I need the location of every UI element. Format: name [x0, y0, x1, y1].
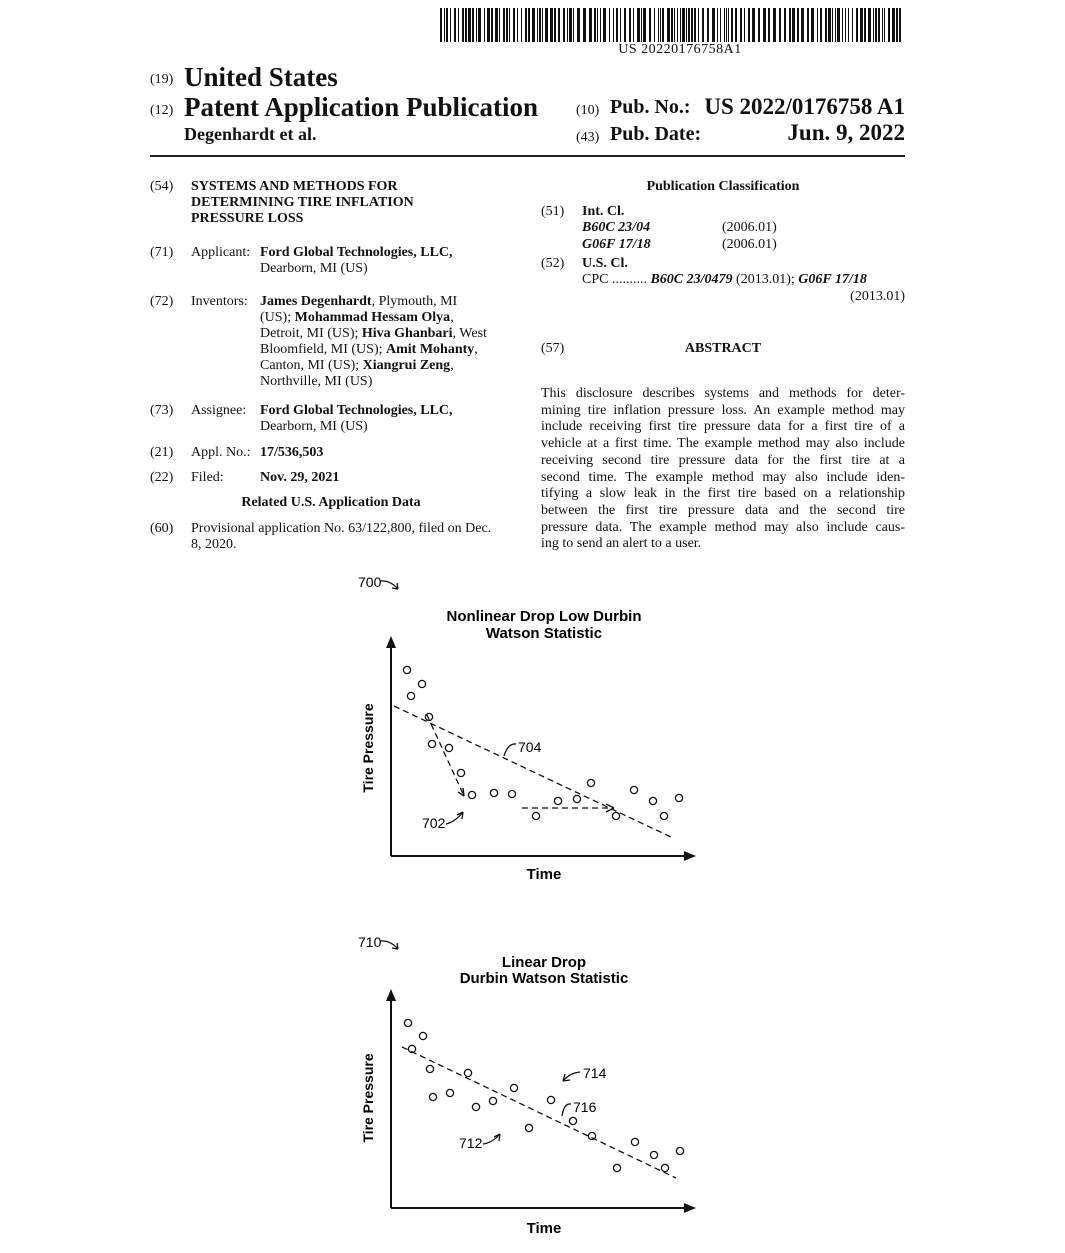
barcode-bar — [462, 8, 464, 42]
data-point — [418, 680, 425, 687]
int-cl-label: Int. Cl. — [582, 204, 625, 219]
filed-label: Filed: — [191, 470, 224, 485]
applicant-city: Dearborn, MI (US) — [260, 261, 368, 276]
barcode-bar — [476, 8, 477, 42]
barcode-bar — [682, 8, 685, 42]
barcode-bar — [603, 8, 606, 42]
barcode-bar — [609, 8, 610, 42]
inventor-name: Amit Mohanty — [386, 342, 475, 357]
barcode-bar — [600, 8, 601, 42]
pub-date: Jun. 9, 2022 — [787, 120, 905, 145]
barcode-bar — [509, 8, 510, 42]
chart-title: Watson Statistic — [485, 625, 603, 642]
barcode-bar — [495, 8, 498, 42]
data-point — [404, 1019, 411, 1026]
code-43: (43) — [576, 130, 600, 145]
abstract-line: second time. The example method may also include iden- — [541, 469, 905, 485]
barcode-bar — [860, 8, 863, 42]
cpc-line — [582, 272, 905, 288]
barcode-bar — [503, 8, 505, 42]
inventor-location: Canton, MI (US); — [260, 358, 363, 373]
barcode-bar — [735, 8, 737, 42]
barcode-bar — [825, 8, 827, 42]
int-cl-2: G06F 17/18 — [582, 237, 651, 252]
int-cl-1: B60C 23/04 — [582, 220, 651, 235]
barcode-bar — [554, 8, 556, 42]
data-point — [613, 1164, 620, 1171]
barcode-bar — [832, 8, 833, 42]
assignee — [260, 403, 453, 435]
code-10: (10) — [576, 103, 600, 118]
inventor-location: , — [450, 310, 454, 325]
barcode-bar — [784, 8, 786, 42]
barcode-bar — [875, 8, 877, 42]
barcode-bar — [539, 8, 541, 42]
chart-title: Nonlinear Drop Low Durbin — [446, 608, 642, 625]
applicant-name: Ford Global Technologies, LLC, — [260, 245, 453, 260]
inventor-location: Bloomfield, MI (US); — [260, 342, 386, 357]
code-19: (19) — [150, 72, 174, 87]
int-cl-2-year: (2006.01) — [722, 237, 777, 252]
header-rule — [150, 155, 905, 157]
barcode-bar — [728, 8, 729, 42]
callout-716: 716 — [573, 1099, 597, 1115]
barcode-bar — [620, 8, 621, 42]
barcode-bar — [702, 8, 704, 42]
barcode-bar — [731, 8, 733, 42]
inventor-location: (US); — [260, 310, 295, 325]
barcode-bar — [550, 8, 553, 42]
barcode-bar — [680, 8, 681, 42]
data-point — [445, 744, 452, 751]
leader-line — [562, 1104, 571, 1116]
chart-title: Durbin Watson Statistic — [459, 970, 629, 987]
data-point — [569, 1117, 576, 1124]
barcode-bar — [649, 8, 651, 42]
barcode-bar — [465, 8, 467, 42]
data-point — [510, 1084, 517, 1091]
x-axis-arrow — [684, 851, 696, 861]
abstract-line: tifying a slow leak in the first tire based on a relationship — [541, 486, 905, 502]
data-point — [490, 789, 497, 796]
inventors-short: Degenhardt et al. — [184, 124, 317, 144]
country: United States — [184, 62, 338, 92]
barcode-bar — [662, 8, 664, 42]
barcode-bar — [896, 8, 898, 42]
barcode-bar — [698, 8, 699, 42]
title-line: DETERMINING TIRE INFLATION — [191, 195, 414, 210]
abstract-line: between the first tire pressure data and the second tire — [541, 502, 905, 518]
cpc-code: G06F 17/18 — [798, 272, 867, 287]
title-line: PRESSURE LOSS — [191, 211, 304, 226]
barcode-bar — [864, 8, 866, 42]
barcode-bar — [472, 8, 474, 42]
barcode-bar — [660, 8, 661, 42]
barcode-bar — [892, 8, 895, 42]
pub-no: US 2022/0176758 A1 — [704, 94, 905, 119]
barcode-bar — [873, 8, 874, 42]
barcode-bar — [569, 8, 572, 42]
data-point — [587, 779, 594, 786]
appl-no-label: Appl. No.: — [191, 445, 251, 460]
trend-line-714 — [402, 1047, 676, 1178]
callout-712: 712 — [459, 1135, 483, 1151]
barcode-bar — [740, 8, 742, 42]
inventor-name: Xiangrui Zeng — [362, 358, 451, 373]
x-axis-arrow — [684, 1203, 696, 1213]
leader-line — [504, 744, 516, 756]
barcode-bar — [643, 8, 646, 42]
barcode-bar — [444, 8, 445, 42]
data-point — [472, 1103, 479, 1110]
barcode-bar — [852, 8, 853, 42]
barcode-number: US 20220176758A1 — [618, 42, 742, 57]
data-point — [650, 1151, 657, 1158]
barcode-bar — [594, 8, 596, 42]
x-axis-label: Time — [526, 866, 562, 883]
barcode-bar — [828, 8, 831, 42]
inventor-location: , West — [452, 326, 487, 341]
pub-class-heading: Publication Classification — [646, 179, 800, 194]
cpc-code: B60C 23/0479 — [650, 272, 733, 287]
assignee-city: Dearborn, MI (US) — [260, 419, 368, 434]
figure-ref: 700 — [358, 574, 382, 590]
figure-ref-arrow — [380, 941, 398, 949]
barcode-bar — [558, 8, 560, 42]
barcode-bar — [789, 8, 791, 42]
barcode-bar — [899, 8, 901, 42]
barcode-bar — [633, 8, 634, 42]
barcode-bar — [537, 8, 538, 42]
appl-no: 17/536,503 — [260, 445, 324, 460]
data-point — [468, 791, 475, 798]
barcode-bar — [820, 8, 822, 42]
inventors-label: Inventors: — [191, 294, 248, 309]
invention-title — [191, 179, 414, 227]
pub-date-label: Pub. Date: — [610, 123, 702, 145]
filed-date: Nov. 29, 2021 — [260, 470, 340, 485]
barcode-bar — [478, 8, 481, 42]
barcode-bar — [563, 8, 565, 42]
barcode-bar — [637, 8, 640, 42]
data-point — [428, 740, 435, 747]
barcode-bar — [589, 8, 592, 42]
abstract-line: pressure data. The example method may also include caus- — [541, 519, 905, 535]
barcode-bar — [752, 8, 755, 42]
data-point — [407, 692, 414, 699]
barcode-bar — [517, 8, 518, 42]
barcode-bar — [688, 8, 690, 42]
provisional-line: 8, 2020. — [191, 537, 237, 552]
data-point — [547, 1096, 554, 1103]
barcode-bar — [835, 8, 836, 42]
abstract-line: ing to send an alert to a user. — [541, 536, 702, 552]
barcode-bar — [506, 8, 508, 42]
barcode-bar — [671, 8, 673, 42]
int-cl-1-year: (2006.01) — [722, 220, 777, 235]
barcode-bar — [658, 8, 659, 42]
abstract-line: receiving second tire pressure data for the first tire at a — [541, 452, 905, 468]
figure-710 — [340, 930, 710, 1245]
code-22: (22) — [150, 470, 174, 485]
inventor-location: , Plymouth, MI — [371, 294, 458, 309]
data-point — [508, 790, 515, 797]
barcode-bar — [726, 8, 727, 42]
barcode-bar — [763, 8, 766, 42]
barcode-bar — [888, 8, 890, 42]
callout-702: 702 — [422, 815, 446, 831]
barcode-bar — [499, 8, 500, 42]
barcode-bar — [811, 8, 814, 42]
barcode-bar — [724, 8, 725, 42]
code-71: (71) — [150, 245, 174, 260]
abstract-line: vehicle at a first time. The example method may also include — [541, 436, 905, 452]
abstract-line: include receiving first tire pressure data for a first tire of a — [541, 419, 905, 435]
barcode-bar — [848, 8, 849, 42]
figure-700 — [340, 570, 710, 890]
data-point — [675, 794, 682, 801]
data-point — [464, 1069, 471, 1076]
code-21: (21) — [150, 445, 174, 460]
barcode-bar — [744, 8, 745, 42]
code-54: (54) — [150, 179, 174, 194]
abstract-heading: ABSTRACT — [684, 341, 762, 356]
figure-ref: 710 — [358, 934, 382, 950]
barcode-bar — [792, 8, 795, 42]
barcode-bar — [717, 8, 718, 42]
segment-702-a — [427, 715, 464, 796]
data-point — [419, 1032, 426, 1039]
code-73: (73) — [150, 403, 174, 418]
inventors — [260, 294, 520, 390]
barcode-bar — [758, 8, 760, 42]
data-point — [573, 795, 580, 802]
barcode-bar — [458, 8, 459, 42]
barcode-bar — [691, 8, 693, 42]
y-axis-label: Tire Pressure — [360, 1053, 376, 1143]
data-point — [532, 812, 539, 819]
data-point — [676, 1147, 683, 1154]
barcode-bar — [440, 8, 442, 42]
data-point — [457, 769, 464, 776]
barcode-bar — [797, 8, 799, 42]
provisional-line: Provisional application No. 63/122,800, filed on Dec. — [191, 521, 492, 536]
barcode-bar — [532, 8, 535, 42]
barcode-bar — [525, 8, 527, 42]
barcode-bar — [712, 8, 715, 42]
barcode-bar — [842, 8, 843, 42]
y-axis-label: Tire Pressure — [360, 703, 376, 793]
barcode-bar — [577, 8, 580, 42]
barcode-bar — [768, 8, 770, 42]
data-point — [429, 1093, 436, 1100]
barcode-bar — [624, 8, 626, 42]
barcode-bar — [567, 8, 568, 42]
code-12: (12) — [150, 103, 174, 118]
cpc-label: CPC .......... — [582, 272, 647, 287]
x-axis-label: Time — [526, 1220, 562, 1237]
data-point — [649, 797, 656, 804]
barcode-bar — [583, 8, 586, 42]
barcode-bar — [542, 8, 543, 42]
data-point — [631, 1138, 638, 1145]
barcode-bar — [641, 8, 642, 42]
cpc-year: (2013.01); — [736, 272, 795, 287]
barcode-bar — [686, 8, 687, 42]
barcode-bar — [817, 8, 818, 42]
barcode-bar — [528, 8, 530, 42]
y-axis-arrow — [386, 989, 396, 1001]
code-51: (51) — [541, 204, 565, 219]
inventor-location: , — [450, 358, 454, 373]
barcode-bar — [487, 8, 490, 42]
inventor-name: James Degenhardt — [260, 294, 372, 309]
code-57: (57) — [541, 341, 565, 356]
data-point — [554, 797, 561, 804]
data-point — [630, 786, 637, 793]
barcode-bar — [454, 8, 456, 42]
barcode-bar — [773, 8, 776, 42]
assignee-name: Ford Global Technologies, LLC, — [260, 403, 453, 418]
pub-no-label: Pub. No.: — [610, 96, 691, 118]
barcode-bar — [779, 8, 781, 42]
callout-704: 704 — [518, 739, 542, 755]
barcode-bar — [573, 8, 574, 42]
barcode-bar — [468, 8, 471, 42]
barcode-bar — [882, 8, 883, 42]
barcode-bar — [484, 8, 485, 42]
related-data-heading: Related U.S. Application Data — [241, 495, 421, 510]
data-point — [446, 1089, 453, 1096]
barcode-bar — [616, 8, 618, 42]
barcode-bar — [674, 8, 675, 42]
data-point — [660, 812, 667, 819]
barcode-bar — [694, 8, 696, 42]
barcode-bar — [677, 8, 678, 42]
barcode-bar — [801, 8, 804, 42]
barcode-bar — [629, 8, 631, 42]
barcode-bar — [720, 8, 721, 42]
abstract-body — [541, 386, 905, 553]
callout-714: 714 — [583, 1065, 607, 1081]
data-point — [403, 666, 410, 673]
chart-title: Linear Drop — [501, 954, 587, 971]
leader-line — [564, 1072, 580, 1080]
barcode-bar — [491, 8, 493, 42]
us-cl-label: U.S. Cl. — [582, 256, 628, 271]
barcode-bar — [707, 8, 709, 42]
barcode-bar — [654, 8, 655, 42]
barcode-bar — [837, 8, 840, 42]
inventor-name: Mohammad Hessam Olya — [294, 310, 451, 325]
data-point — [426, 1065, 433, 1072]
barcode-bar — [884, 8, 885, 42]
barcode-bar — [450, 8, 451, 42]
data-point — [612, 812, 619, 819]
inventor-location: Detroit, MI (US); — [260, 326, 362, 341]
title-line: SYSTEMS AND METHODS FOR — [191, 179, 398, 194]
barcode-bar — [545, 8, 548, 42]
inventor-location: Northville, MI (US) — [260, 374, 373, 389]
barcode-bar — [878, 8, 880, 42]
cpc-year: (2013.01) — [850, 289, 905, 304]
data-points — [404, 1019, 683, 1171]
data-points — [403, 666, 682, 819]
data-point — [661, 1164, 668, 1171]
figure-ref-arrow — [380, 581, 398, 589]
publication-type: Patent Application Publication — [184, 92, 539, 122]
barcode-bar — [513, 8, 515, 42]
barcode-bar — [521, 8, 522, 42]
barcode-bar — [856, 8, 858, 42]
inventor-name: Hiva Ghanbari — [361, 326, 453, 341]
barcode-bar — [868, 8, 871, 42]
y-axis-arrow — [386, 636, 396, 648]
applicant — [260, 245, 453, 277]
barcode-bar — [667, 8, 670, 42]
provisional-application — [191, 521, 491, 553]
barcode-bar — [807, 8, 809, 42]
code-72: (72) — [150, 294, 174, 309]
applicant-label: Applicant: — [191, 245, 251, 260]
inventor-location: , — [474, 342, 478, 357]
barcode-bar — [613, 8, 614, 42]
code-52: (52) — [541, 256, 565, 271]
barcode — [440, 8, 904, 42]
barcode-bar — [845, 8, 846, 42]
barcode-bar — [748, 8, 750, 42]
barcode-bar — [446, 8, 448, 42]
data-point — [525, 1124, 532, 1131]
code-60: (60) — [150, 521, 174, 536]
assignee-label: Assignee: — [191, 403, 247, 418]
abstract-line: mining tire inflation pressure loss. An example method may — [541, 402, 905, 418]
data-point — [489, 1097, 496, 1104]
barcode-bar — [597, 8, 598, 42]
abstract-line: This disclosure describes systems and methods for deter- — [541, 386, 905, 401]
